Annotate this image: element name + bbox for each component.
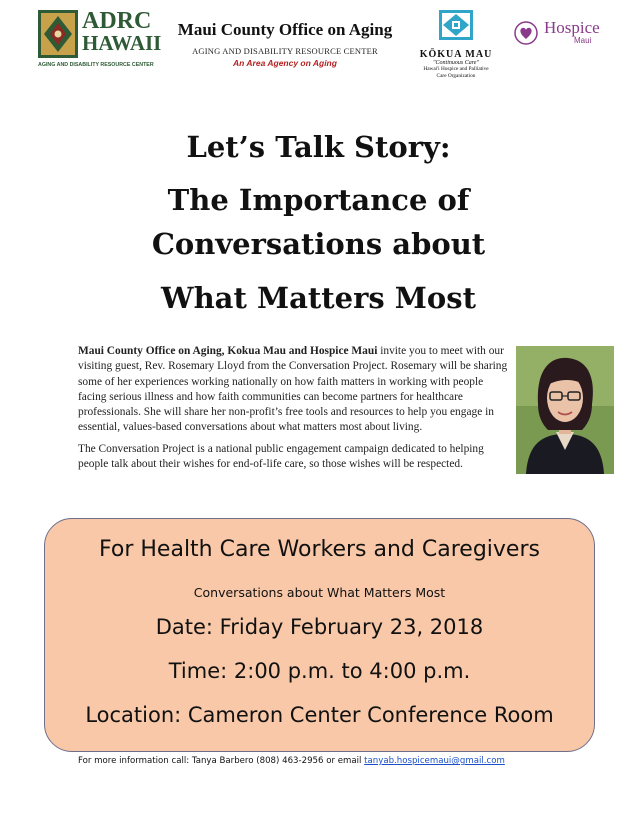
event-subtitle: Conversations about What Matters Most bbox=[193, 585, 446, 600]
hospice-wordmark: Hospice bbox=[544, 18, 600, 37]
speaker-photo bbox=[516, 346, 614, 474]
intro-text bbox=[78, 344, 508, 478]
hospice-maui-label: Maui bbox=[574, 36, 592, 45]
event-audience: For Health Care Workers and Caregivers bbox=[99, 537, 540, 562]
kokua-org-line1: Hawai'i Hospice and Palliative bbox=[423, 66, 489, 72]
intro-paragraph-1-body: invite you to meet with our visiting guest, Rev. Rosemary Lloyd from the Conversation Project. Rosemary will be sharing some of her experiences working nationally on how faith matters in working with people facing serious illness and how faith communities can become partners for healthcare professionals. She will share her non-profit’s free tools and resources to help you engage in essential, values-based conversations about what matters most about living. bbox=[78, 345, 508, 434]
office-tagline: An Area Agency on Aging bbox=[233, 58, 337, 68]
office-title: Maui County Office on Aging bbox=[177, 20, 393, 39]
hospice-maui-logo bbox=[512, 18, 612, 48]
title-line-2: The Importance of bbox=[167, 183, 470, 217]
title-line-1: Let’s Talk Story: bbox=[186, 130, 451, 164]
kokua-org-line2: Care Organization bbox=[436, 73, 476, 79]
event-time: Time: 2:00 p.m. to 4:00 p.m. bbox=[168, 659, 471, 683]
event-location: Location: Cameron Center Conference Room bbox=[85, 703, 554, 727]
event-details-box bbox=[44, 518, 595, 752]
intro-paragraph-1 bbox=[78, 344, 508, 436]
kokua-name: KŌKUA MAU bbox=[419, 49, 493, 60]
footer-contact bbox=[78, 756, 505, 766]
kokua-motto: "Continuous Care" bbox=[433, 60, 479, 66]
adrc-wordmark: ADRC bbox=[82, 8, 152, 34]
adrc-hawaii-wordmark: HAWAII bbox=[82, 31, 162, 55]
hospice-heart-icon bbox=[514, 20, 538, 46]
footer-text: For more information call: Tanya Barbero (808) 463-2956 or email bbox=[78, 756, 365, 766]
adrc-hawaii-logo bbox=[38, 10, 160, 76]
office-subtitle: AGING AND DISABILITY RESOURCE CENTER bbox=[192, 46, 378, 56]
title-line-4: What Matters Most bbox=[161, 281, 476, 315]
speaker-portrait-image bbox=[516, 346, 614, 474]
event-date: Date: Friday February 23, 2018 bbox=[155, 615, 484, 639]
email-link[interactable]: tanyab.hospicemaui@gmail.com bbox=[364, 756, 505, 766]
adrc-subtitle: AGING AND DISABILITY RESOURCE CENTER bbox=[38, 62, 154, 68]
title-line-3: Conversations about bbox=[151, 227, 486, 261]
kokua-quilt-icon bbox=[439, 10, 473, 40]
intro-paragraph-2: The Conversation Project is a national public engagement campaign dedicated to helping people talk about their wishes for end-of-life care, so those wishes will be respected. bbox=[78, 442, 484, 471]
intro-hosts: Maui County Office on Aging, Kokua Mau and Hospice Maui bbox=[78, 345, 378, 357]
kokua-mau-logo bbox=[408, 10, 504, 80]
office-on-aging-logo bbox=[170, 20, 400, 68]
adrc-quilt-icon bbox=[38, 10, 78, 58]
